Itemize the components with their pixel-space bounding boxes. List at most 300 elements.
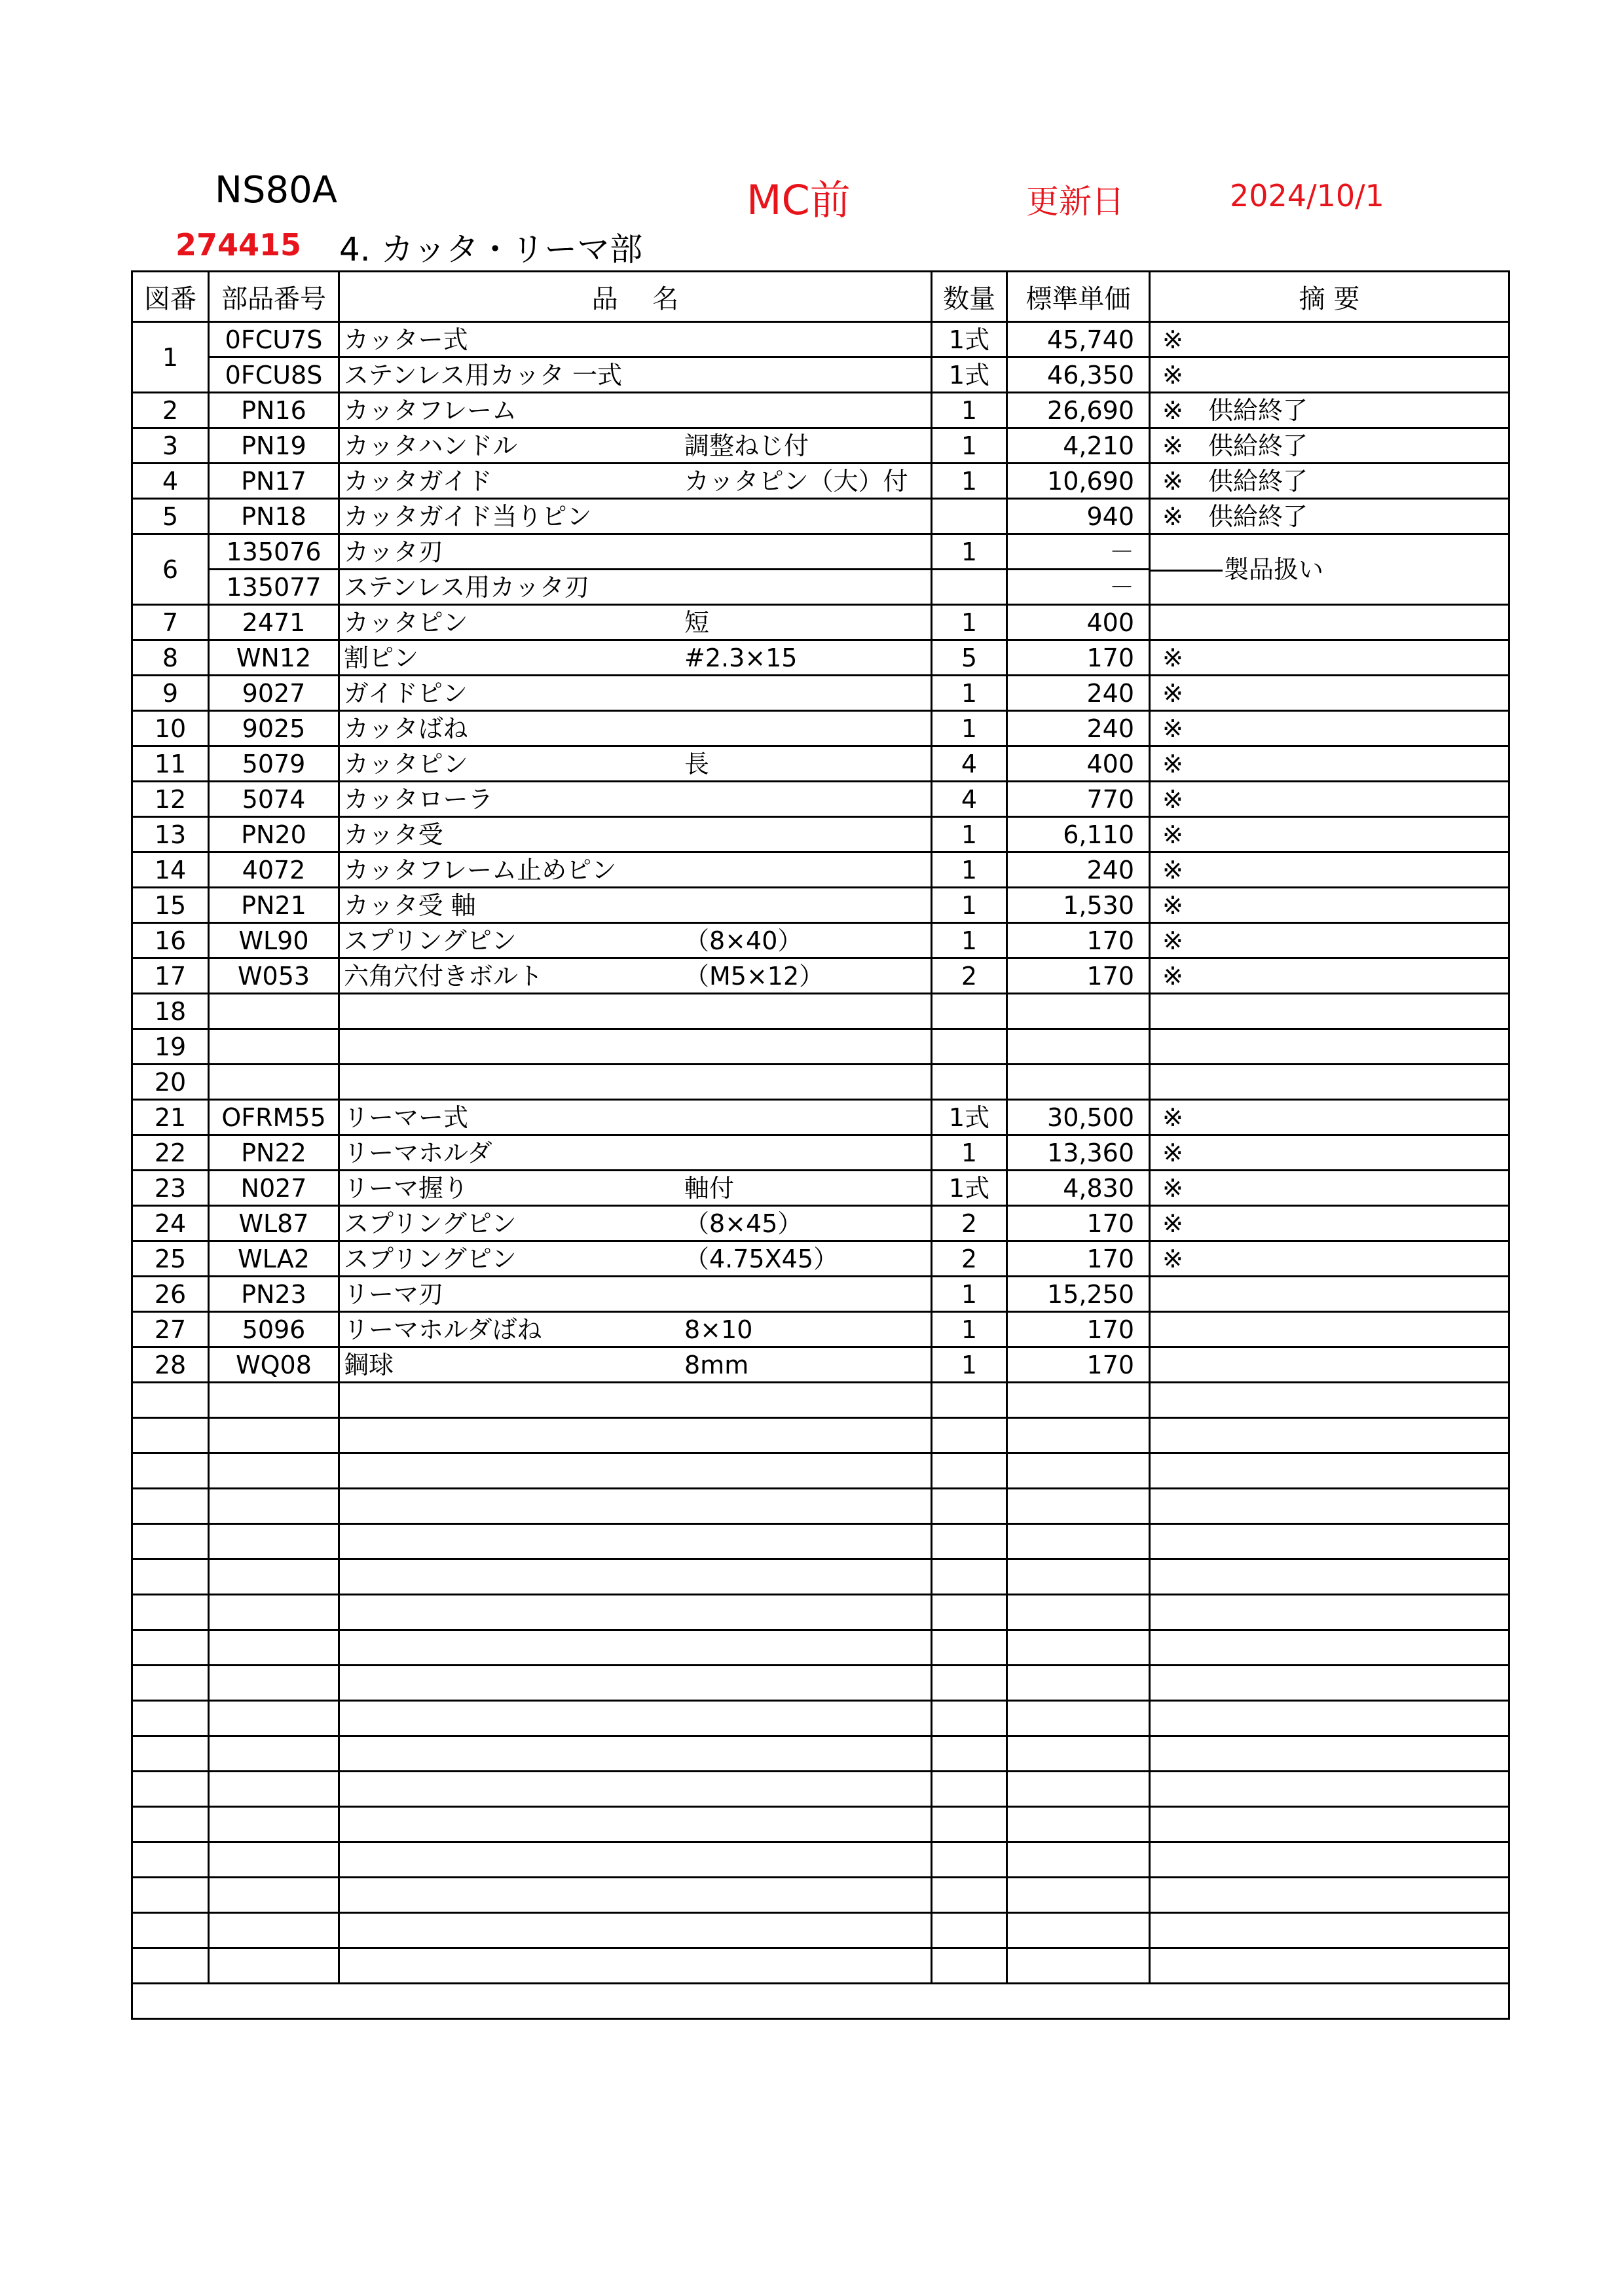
price-cell: 170 [1007, 1347, 1150, 1383]
empty-cell [339, 1559, 932, 1595]
table-row [132, 746, 1509, 782]
table-row [132, 428, 1509, 464]
remark-mark: ※ [1162, 431, 1183, 460]
price-cell: 170 [1007, 640, 1150, 676]
empty-cell [932, 1453, 1007, 1489]
empty-cell [1007, 1701, 1150, 1736]
empty-cell [209, 1842, 339, 1878]
price-cell: 6,110 [1007, 817, 1150, 852]
remark-cell [1150, 711, 1509, 746]
fig-no-cell: 28 [132, 1347, 209, 1383]
footer-cell [132, 1984, 1509, 2019]
qty-cell: 1 [932, 888, 1007, 923]
name-cell [339, 852, 932, 888]
empty-cell [132, 1524, 209, 1559]
table-row [132, 994, 1509, 1029]
qty-cell [932, 1029, 1007, 1065]
empty-cell [209, 1489, 339, 1524]
empty-cell [1007, 1630, 1150, 1666]
name-cell [339, 888, 932, 923]
fig-no-cell: 10 [132, 711, 209, 746]
price-cell: 400 [1007, 746, 1150, 782]
empty-table-row [132, 1948, 1509, 1984]
empty-table-row [132, 1807, 1509, 1842]
fig-no-cell: 12 [132, 782, 209, 817]
empty-cell [132, 1453, 209, 1489]
empty-cell [932, 1807, 1007, 1842]
table-row [132, 1347, 1509, 1383]
remark-cell [1150, 464, 1509, 499]
fig-no-cell: 3 [132, 428, 209, 464]
model-name: NS80A [215, 169, 338, 211]
empty-cell [339, 1772, 932, 1807]
remark-cell [1150, 817, 1509, 852]
empty-cell [1007, 1559, 1150, 1595]
part-no-cell: 135077 [209, 570, 339, 605]
remark-cell [1150, 1277, 1509, 1312]
table-row [132, 1312, 1509, 1347]
remark-mark: ※ [1162, 820, 1183, 849]
price-cell: － [1007, 534, 1150, 570]
price-cell: 15,250 [1007, 1277, 1150, 1312]
table-row [132, 1206, 1509, 1241]
empty-cell [1007, 1736, 1150, 1772]
table-row [132, 852, 1509, 888]
remark-cell [1150, 1065, 1509, 1100]
qty-cell: 2 [932, 1206, 1007, 1241]
empty-cell [1150, 1913, 1509, 1948]
name-cell [339, 711, 932, 746]
fig-no-cell: 13 [132, 817, 209, 852]
part-name: カッタフレーム [344, 395, 517, 425]
remark-cell [1150, 1206, 1509, 1241]
table-row [132, 464, 1509, 499]
price-cell: 240 [1007, 711, 1150, 746]
qty-cell [932, 994, 1007, 1029]
fig-no-cell: 25 [132, 1241, 209, 1277]
qty-cell: 1 [932, 464, 1007, 499]
empty-cell [1150, 1736, 1509, 1772]
empty-cell [1007, 1489, 1150, 1524]
name-cell [339, 746, 932, 782]
name-cell [339, 357, 932, 393]
fig-no-cell: 22 [132, 1135, 209, 1171]
empty-cell [1007, 1878, 1150, 1913]
part-name: ガイドピン [344, 678, 468, 708]
section-title: 4. カッタ・リーマ部 [339, 230, 643, 268]
table-row [132, 1241, 1509, 1277]
remark-cell [1150, 1241, 1509, 1277]
empty-cell [932, 1948, 1007, 1984]
price-cell: 45,740 [1007, 322, 1150, 357]
empty-table-row [132, 1489, 1509, 1524]
name-cell [339, 1241, 932, 1277]
part-no-cell: PN17 [209, 464, 339, 499]
remark-mark: ※ [1162, 678, 1183, 708]
qty-cell: 1 [932, 923, 1007, 958]
empty-cell [1150, 1878, 1509, 1913]
part-spec: 長 [684, 749, 710, 778]
part-no-cell [209, 1065, 339, 1100]
empty-cell [932, 1772, 1007, 1807]
empty-cell [1150, 1383, 1509, 1418]
part-no-cell: 9025 [209, 711, 339, 746]
price-cell: 30,500 [1007, 1100, 1150, 1135]
fig-no-cell: 5 [132, 499, 209, 534]
update-label: 更新日 [1026, 183, 1124, 221]
empty-cell [209, 1807, 339, 1842]
empty-table-row [132, 1878, 1509, 1913]
fig-no-cell: 14 [132, 852, 209, 888]
remark-mark: ※ [1162, 1173, 1183, 1203]
col-header-part-no: 部品番号 [209, 272, 339, 322]
empty-cell [932, 1736, 1007, 1772]
part-no-cell: 0FCU7S [209, 322, 339, 357]
part-name: カッター式 [344, 325, 468, 354]
table-row [132, 605, 1509, 640]
part-no-cell: WL90 [209, 923, 339, 958]
part-name: カッタハンドル [344, 431, 518, 460]
empty-table-row [132, 1559, 1509, 1595]
price-cell: 4,210 [1007, 428, 1150, 464]
qty-cell: 1 [932, 711, 1007, 746]
part-name: カッタピン [344, 749, 468, 778]
remark-cell [1150, 1029, 1509, 1065]
table-row [132, 534, 1509, 570]
empty-cell [209, 1453, 339, 1489]
empty-cell [1150, 1948, 1509, 1984]
empty-cell [132, 1772, 209, 1807]
empty-cell [1007, 1772, 1150, 1807]
qty-cell [932, 499, 1007, 534]
part-spec: 8×10 [684, 1315, 753, 1344]
remark-cell [1150, 322, 1509, 357]
name-cell [339, 428, 932, 464]
part-no-cell: OFRM55 [209, 1100, 339, 1135]
empty-cell [1007, 1524, 1150, 1559]
remark-cell [1150, 1135, 1509, 1171]
name-cell [339, 1029, 932, 1065]
part-no-cell: 9027 [209, 676, 339, 711]
part-name: リーマホルダばね [344, 1315, 542, 1344]
remark-mark: ※ [1162, 890, 1183, 920]
remark-cell [1150, 1171, 1509, 1206]
empty-cell [932, 1418, 1007, 1453]
empty-cell [209, 1913, 339, 1948]
remark-mark: ※ [1162, 1244, 1183, 1273]
empty-cell [932, 1559, 1007, 1595]
empty-cell [1007, 1383, 1150, 1418]
empty-cell [1007, 1666, 1150, 1701]
remark-mark: ※ [1162, 360, 1183, 390]
part-name: 割ピン [344, 643, 419, 672]
part-no-cell: PN18 [209, 499, 339, 534]
remark-mark: ※ [1162, 749, 1183, 778]
empty-cell [209, 1418, 339, 1453]
empty-table-row [132, 1524, 1509, 1559]
empty-cell [1150, 1772, 1509, 1807]
empty-table-row [132, 1772, 1509, 1807]
name-cell [339, 923, 932, 958]
part-spec: （4.75X45） [684, 1244, 838, 1273]
price-cell: 46,350 [1007, 357, 1150, 393]
empty-cell [209, 1524, 339, 1559]
part-name: リーマ握り [344, 1173, 469, 1203]
part-spec: （8×40） [684, 926, 803, 955]
empty-cell [339, 1701, 932, 1736]
empty-cell [932, 1701, 1007, 1736]
empty-cell [132, 1630, 209, 1666]
part-name: 鋼球 [344, 1350, 394, 1379]
fig-no-cell: 4 [132, 464, 209, 499]
table-row [132, 1065, 1509, 1100]
update-date: 2024/10/1 [1230, 178, 1384, 213]
part-no-cell: WQ08 [209, 1347, 339, 1383]
empty-cell [1150, 1418, 1509, 1453]
empty-cell [932, 1489, 1007, 1524]
part-spec: 軸付 [684, 1173, 735, 1203]
name-cell [339, 676, 932, 711]
empty-cell [339, 1595, 932, 1630]
qty-cell: 1 [932, 428, 1007, 464]
qty-cell: 4 [932, 782, 1007, 817]
table-row [132, 958, 1509, 994]
part-no-cell: PN20 [209, 817, 339, 852]
parts-table [131, 270, 1510, 2020]
part-spec: （8×45） [684, 1209, 803, 1238]
qty-cell: 1 [932, 393, 1007, 428]
remark-note: 供給終了 [1208, 466, 1308, 496]
remark-mark: ※ [1162, 643, 1183, 672]
remark-cell [1150, 852, 1509, 888]
empty-cell [932, 1383, 1007, 1418]
fig-no-cell: 11 [132, 746, 209, 782]
part-no-cell: 0FCU8S [209, 357, 339, 393]
qty-cell: 2 [932, 958, 1007, 994]
part-name: ステンレス用カッタ 一式 [344, 360, 622, 390]
empty-cell [132, 1878, 209, 1913]
remark-cell-merged [1150, 534, 1509, 605]
part-name: リーマ刃 [344, 1279, 444, 1309]
part-name: カッタローラ [344, 784, 493, 814]
name-cell [339, 1100, 932, 1135]
part-name: カッタピン [344, 608, 468, 637]
part-no-cell [209, 994, 339, 1029]
name-cell [339, 1347, 932, 1383]
price-cell: 240 [1007, 676, 1150, 711]
empty-table-row [132, 1736, 1509, 1772]
part-name: カッタ刃 [344, 537, 443, 566]
empty-cell [209, 1595, 339, 1630]
table-row [132, 923, 1509, 958]
remark-mark: ※ [1162, 926, 1183, 955]
empty-table-row [132, 1453, 1509, 1489]
empty-cell [1007, 1453, 1150, 1489]
qty-cell: 4 [932, 746, 1007, 782]
name-cell [339, 499, 932, 534]
empty-cell [339, 1913, 932, 1948]
fig-no-cell: 6 [132, 534, 209, 605]
name-cell [339, 782, 932, 817]
empty-cell [932, 1524, 1007, 1559]
empty-cell [1150, 1807, 1509, 1842]
remark-cell [1150, 393, 1509, 428]
part-no-cell: WLA2 [209, 1241, 339, 1277]
table-row [132, 1171, 1509, 1206]
part-name: スプリングピン [344, 1209, 517, 1238]
name-cell [339, 464, 932, 499]
remark-cell [1150, 640, 1509, 676]
part-no-cell: W053 [209, 958, 339, 994]
remark-cell [1150, 1347, 1509, 1383]
empty-cell [1007, 1948, 1150, 1984]
fig-no-cell: 7 [132, 605, 209, 640]
remark-product-handling: 製品扱い [1224, 555, 1324, 584]
name-cell [339, 817, 932, 852]
empty-cell [339, 1489, 932, 1524]
price-cell: 170 [1007, 1241, 1150, 1277]
remark-mark: ※ [1162, 714, 1183, 743]
fig-no-cell: 15 [132, 888, 209, 923]
empty-cell [1007, 1595, 1150, 1630]
empty-cell [209, 1701, 339, 1736]
empty-cell [132, 1948, 209, 1984]
part-name: カッタフレーム止めピン [344, 855, 617, 884]
empty-cell [132, 1418, 209, 1453]
fig-no-cell: 23 [132, 1171, 209, 1206]
part-spec: （M5×12） [684, 961, 824, 991]
empty-cell [132, 1842, 209, 1878]
price-cell: － [1007, 570, 1150, 605]
part-name: カッタばね [344, 714, 468, 743]
fig-no-cell: 16 [132, 923, 209, 958]
remark-cell [1150, 1100, 1509, 1135]
empty-table-row [132, 1701, 1509, 1736]
parts-table-body [132, 322, 1509, 2019]
part-name: カッタ受 [344, 820, 443, 849]
name-cell [339, 1206, 932, 1241]
empty-cell [209, 1630, 339, 1666]
qty-cell: 1 [932, 852, 1007, 888]
empty-cell [209, 1878, 339, 1913]
qty-cell: 1 [932, 676, 1007, 711]
part-no-cell: WN12 [209, 640, 339, 676]
qty-cell: 1式 [932, 1100, 1007, 1135]
empty-cell [339, 1948, 932, 1984]
price-cell: 10,690 [1007, 464, 1150, 499]
table-row [132, 322, 1509, 357]
qty-cell: 1 [932, 605, 1007, 640]
table-row [132, 817, 1509, 852]
empty-cell [339, 1453, 932, 1489]
price-cell: 240 [1007, 852, 1150, 888]
empty-cell [209, 1559, 339, 1595]
remark-cell [1150, 605, 1509, 640]
name-cell [339, 534, 932, 570]
part-no-cell: PN23 [209, 1277, 339, 1312]
price-cell: 940 [1007, 499, 1150, 534]
empty-table-row [132, 1666, 1509, 1701]
part-name: 六角穴付きボルト [344, 961, 544, 991]
remark-mark: ※ [1162, 784, 1183, 814]
empty-cell [1007, 1418, 1150, 1453]
qty-cell: 1 [932, 1277, 1007, 1312]
empty-cell [209, 1383, 339, 1418]
empty-cell [132, 1913, 209, 1948]
price-cell: 770 [1007, 782, 1150, 817]
remark-mark: ※ [1162, 1138, 1183, 1167]
remark-note: 供給終了 [1208, 501, 1308, 531]
fig-no-cell: 8 [132, 640, 209, 676]
remark-mark: ※ [1162, 395, 1183, 425]
price-cell: 13,360 [1007, 1135, 1150, 1171]
mc-label: MC前 [747, 176, 851, 224]
remark-cell [1150, 958, 1509, 994]
remark-cell [1150, 1312, 1509, 1347]
table-row [132, 782, 1509, 817]
empty-table-row [132, 1842, 1509, 1878]
empty-cell [932, 1630, 1007, 1666]
table-header-row [132, 272, 1509, 322]
empty-cell [132, 1489, 209, 1524]
empty-cell [1150, 1595, 1509, 1630]
part-no-cell: PN19 [209, 428, 339, 464]
remark-mark: ※ [1162, 855, 1183, 884]
price-cell: 1,530 [1007, 888, 1150, 923]
empty-cell [339, 1878, 932, 1913]
remark-cell [1150, 994, 1509, 1029]
remark-cell [1150, 888, 1509, 923]
part-no-cell: PN22 [209, 1135, 339, 1171]
empty-cell [339, 1807, 932, 1842]
empty-cell [932, 1666, 1007, 1701]
empty-cell [1007, 1842, 1150, 1878]
remark-cell [1150, 357, 1509, 393]
empty-cell [339, 1630, 932, 1666]
remark-cell [1150, 499, 1509, 534]
price-cell: 170 [1007, 958, 1150, 994]
part-no-cell: WL87 [209, 1206, 339, 1241]
empty-cell [1150, 1842, 1509, 1878]
price-cell: 400 [1007, 605, 1150, 640]
fig-no-cell: 26 [132, 1277, 209, 1312]
part-name: カッタガイド当りピン [344, 501, 592, 531]
part-no-cell: 5096 [209, 1312, 339, 1347]
empty-cell [209, 1736, 339, 1772]
empty-cell [209, 1666, 339, 1701]
empty-cell [932, 1842, 1007, 1878]
empty-cell [209, 1772, 339, 1807]
empty-cell [132, 1559, 209, 1595]
empty-cell [1150, 1559, 1509, 1595]
name-cell [339, 994, 932, 1029]
fig-no-cell: 18 [132, 994, 209, 1029]
empty-cell [339, 1383, 932, 1418]
document-code: 274415 [175, 227, 302, 263]
empty-table-row [132, 1913, 1509, 1948]
qty-cell [932, 1065, 1007, 1100]
empty-cell [339, 1418, 932, 1453]
price-cell [1007, 994, 1150, 1029]
part-no-cell: 4072 [209, 852, 339, 888]
remark-cell [1150, 428, 1509, 464]
part-name: カッタ受 軸 [344, 890, 476, 920]
price-cell: 4,830 [1007, 1171, 1150, 1206]
empty-cell [132, 1595, 209, 1630]
qty-cell: 1 [932, 1135, 1007, 1171]
price-cell: 170 [1007, 1312, 1150, 1347]
fig-no-cell: 2 [132, 393, 209, 428]
